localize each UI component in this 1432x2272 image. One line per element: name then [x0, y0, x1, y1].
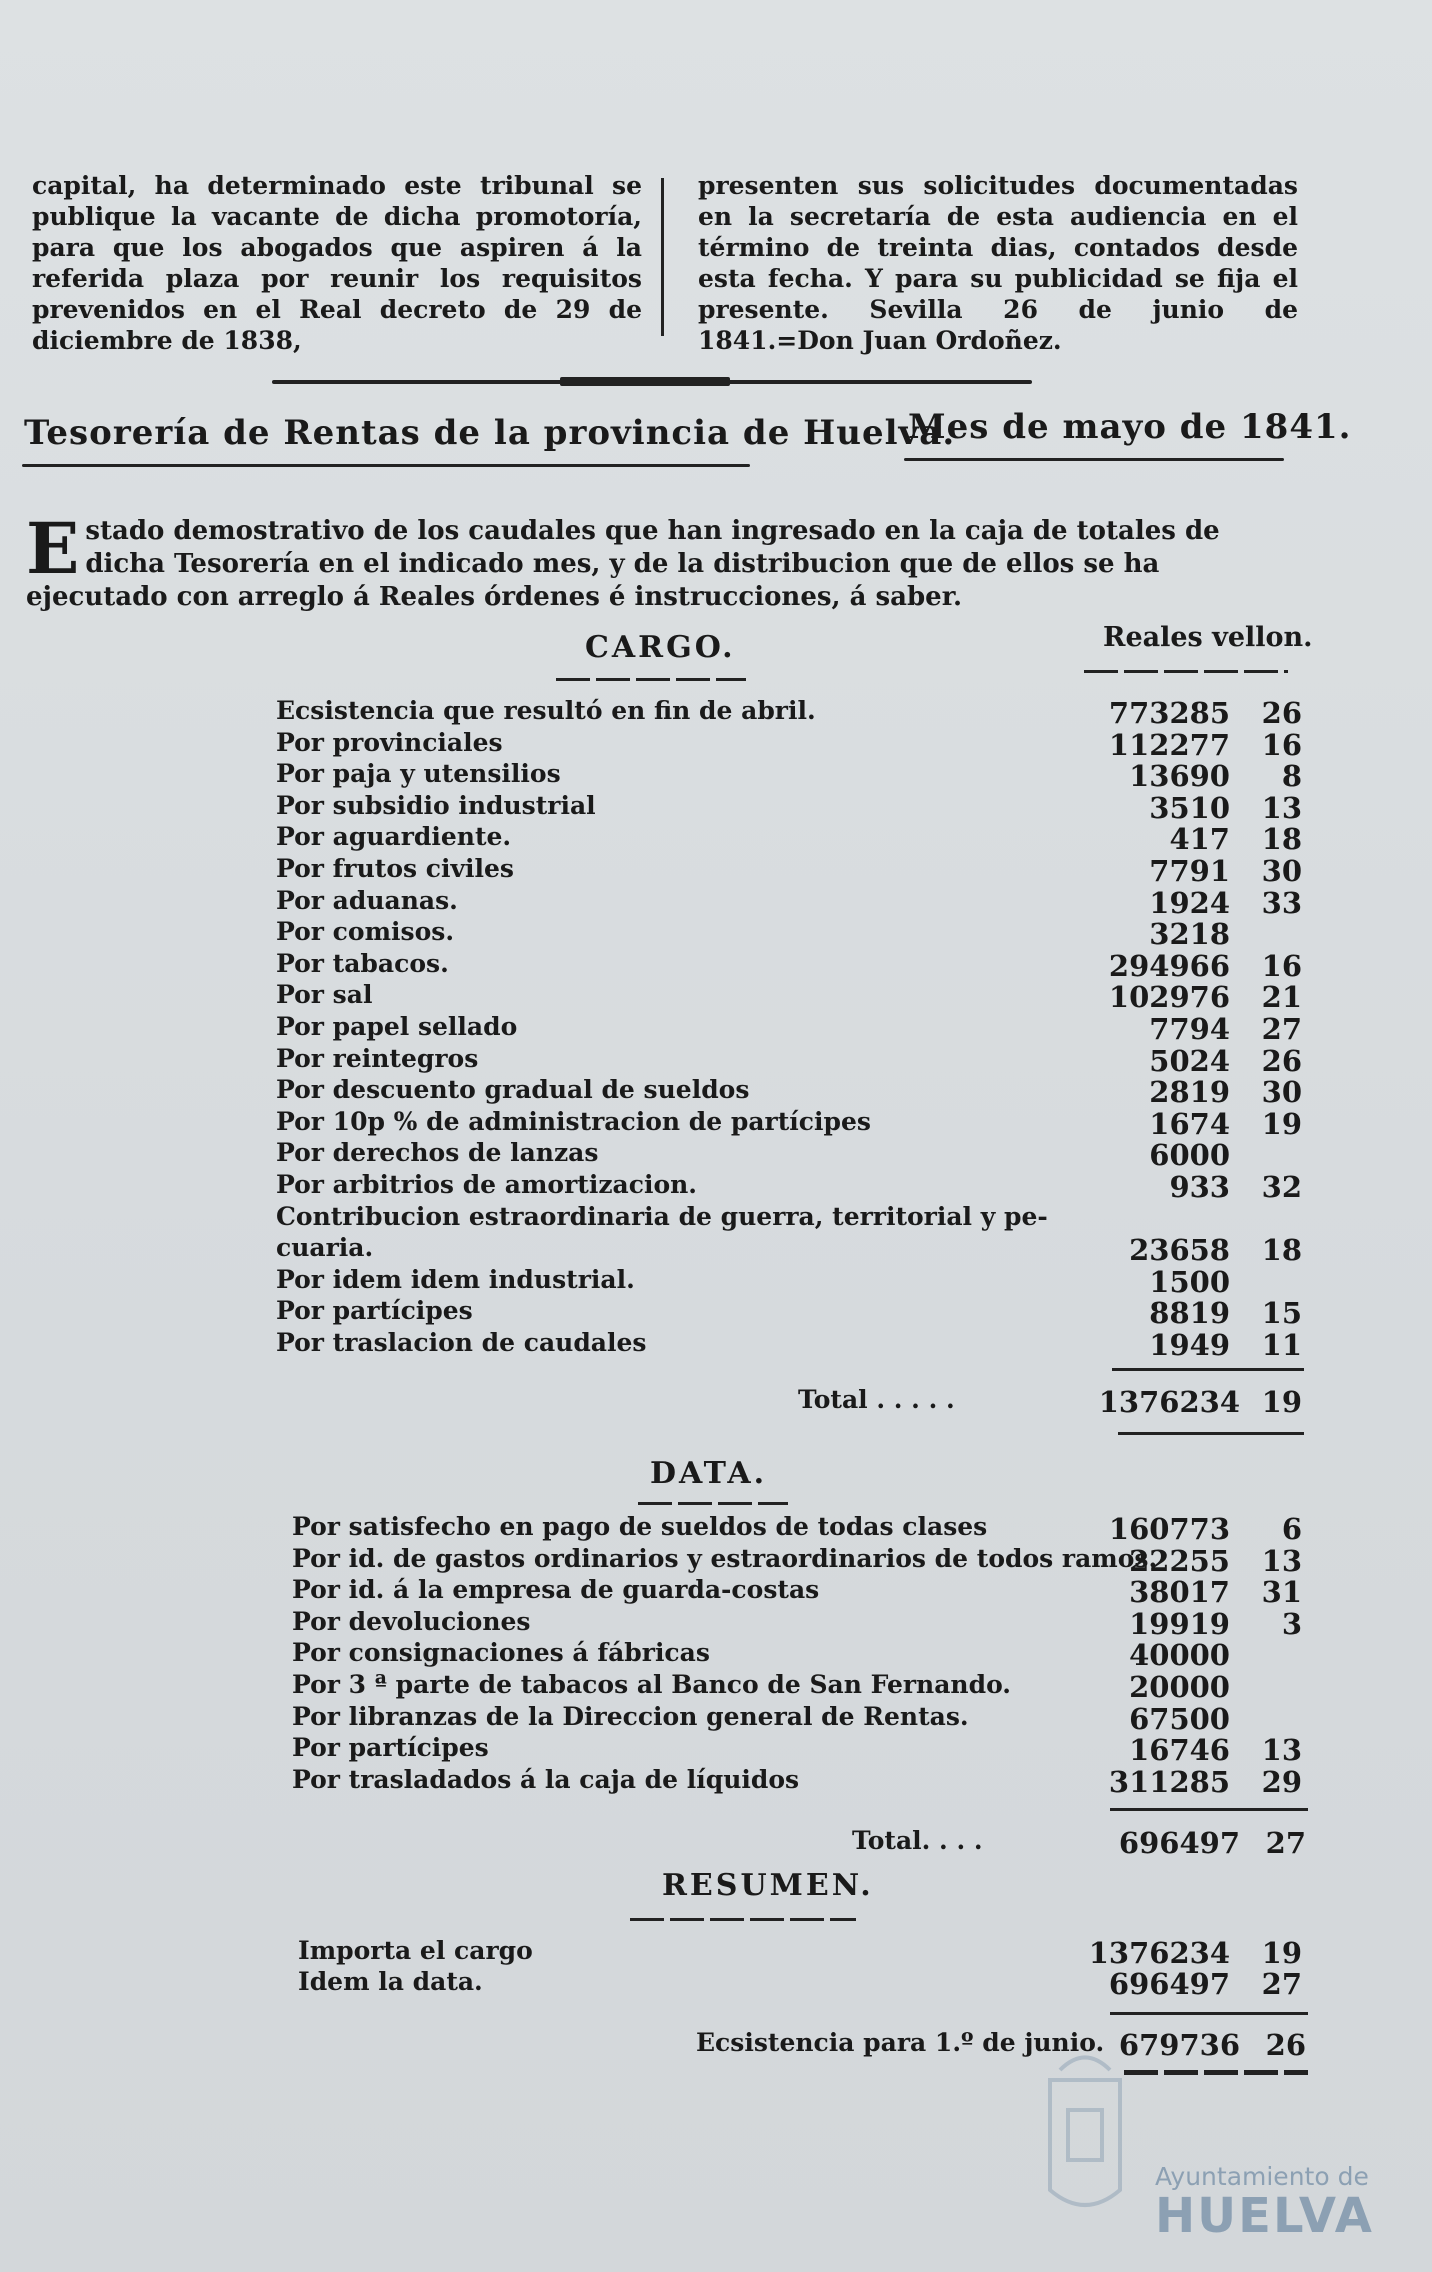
data-amount: 160773	[1108, 1512, 1230, 1546]
resumen-amount: 696497	[1108, 1967, 1230, 2001]
cargo-label: Por comisos.	[276, 917, 455, 947]
cargo-row	[0, 696, 1432, 728]
header-underline-right	[904, 458, 1284, 461]
data-label: Por satisfecho en pago de sueldos de todas clases	[292, 1512, 988, 1541]
resumen-rule	[1110, 2012, 1308, 2015]
data-amount: 22255	[1129, 1543, 1230, 1578]
cargo-amount: 5024	[1149, 1043, 1230, 1078]
cargo-row	[0, 791, 1432, 823]
cargo-cents: 33	[1261, 885, 1302, 920]
cargo-label: Contribucion estraordinaria de guerra, territorial y pe-	[276, 1201, 1048, 1231]
cargo-label: Por derechos de lanzas	[276, 1138, 599, 1168]
data-cents: 31	[1261, 1575, 1302, 1610]
cargo-row	[0, 759, 1432, 794]
resumen-label: Idem la data.	[298, 1967, 483, 1996]
cargo-total-cents: 19	[1261, 1385, 1302, 1419]
resumen-row	[0, 1936, 1432, 1968]
cargo-label: Por frutos civiles	[276, 854, 515, 883]
cargo-row	[0, 1328, 1432, 1360]
cargo-row	[0, 886, 1432, 918]
resumen-label: Importa el cargo	[298, 1936, 533, 1965]
cargo-cents: 11	[1261, 1328, 1302, 1362]
cargo-label: Por aduanas.	[276, 885, 458, 915]
data-title: DATA.	[650, 1456, 768, 1491]
data-row	[0, 1638, 1432, 1673]
cargo-label: Por subsidio industrial	[276, 790, 596, 820]
data-label: Por id. de gastos ordinarios y estraordinarios de todos ramos.	[292, 1543, 1158, 1573]
data-row	[0, 1512, 1432, 1544]
data-label: Por id. á la empresa de guarda-costas	[292, 1575, 820, 1605]
cargo-amount: 1500	[1149, 1264, 1230, 1299]
data-label: Por consignaciones á fábricas	[292, 1638, 710, 1668]
cargo-cents: 16	[1261, 727, 1302, 762]
data-total-row	[0, 1826, 1432, 1858]
cargo-row	[0, 1296, 1432, 1331]
intro-text: stado demostrativo de los caudales que han ingresado en la caja de totales de dicha Tesorería en el indicado mes, y de la distribucion que de ellos se ha ejecutado con arreglo á Reales órdenes é instrucciones, á saber.	[26, 516, 1220, 612]
cargo-total-label: Total . . . . .	[798, 1385, 955, 1414]
data-row	[0, 1575, 1432, 1610]
data-title-rule	[638, 1502, 788, 1505]
data-cents: 3	[1281, 1606, 1302, 1641]
cargo-label: Por descuento gradual de sueldos	[276, 1075, 750, 1105]
month-header: Mes de mayo de 1841.	[908, 407, 1352, 447]
cargo-cents: 8	[1281, 759, 1302, 794]
cargo-cents: 19	[1261, 1106, 1302, 1141]
data-label: Por devoluciones	[292, 1606, 531, 1636]
cargo-cents: 18	[1261, 1233, 1302, 1268]
resumen-cents: 27	[1261, 1967, 1302, 2001]
cargo-row	[0, 980, 1432, 1015]
data-label: Por partícipes	[292, 1733, 489, 1763]
cargo-amount: 112277	[1108, 727, 1230, 762]
cargo-label: Ecsistencia que resultó en fin de abril.	[276, 696, 816, 725]
cargo-row	[0, 728, 1432, 760]
column-divider	[661, 178, 664, 336]
cargo-amount: 1924	[1149, 885, 1230, 920]
watermark-line-1: Ayuntamiento de	[1155, 2162, 1369, 2191]
ecsistencia-amount: 679736	[1118, 2028, 1240, 2062]
cargo-row	[0, 1107, 1432, 1139]
cargo-row	[0, 1075, 1432, 1110]
cargo-title-rule	[556, 678, 746, 681]
data-row	[0, 1544, 1432, 1576]
cargo-cents: 21	[1261, 980, 1302, 1015]
data-cents: 29	[1261, 1764, 1302, 1799]
cargo-total-row	[0, 1385, 1432, 1417]
cargo-amount: 294966	[1108, 948, 1230, 983]
cargo-row	[0, 854, 1432, 886]
cargo-amount: 1949	[1149, 1328, 1230, 1362]
cargo-cents: 16	[1261, 948, 1302, 983]
cargo-row	[0, 822, 1432, 857]
cargo-amount: 8819	[1149, 1296, 1230, 1331]
data-cents: 13	[1261, 1543, 1302, 1578]
watermark-line-2: HUELVA	[1155, 2188, 1374, 2244]
data-amount: 20000	[1129, 1670, 1230, 1704]
data-label: Por trasladados á la caja de líquidos	[292, 1764, 800, 1794]
cargo-amount: 2819	[1149, 1075, 1230, 1110]
cargo-label: Por tabacos.	[276, 948, 449, 978]
cargo-row	[0, 917, 1432, 952]
data-row	[0, 1670, 1432, 1702]
cargo-cents: 32	[1261, 1170, 1302, 1204]
cargo-label: Por sal	[276, 980, 373, 1010]
data-row	[0, 1702, 1432, 1734]
data-amount: 40000	[1129, 1638, 1230, 1673]
cargo-cents: 15	[1261, 1296, 1302, 1331]
cargo-amount: 3510	[1149, 790, 1230, 825]
header-underline-left	[22, 464, 750, 467]
cargo-label: Por provinciales	[276, 727, 503, 757]
top-right-paragraph: presenten sus solicitudes documentadas en la secretaría de esta audiencia en el término de treinta dias, contados desde esta fecha. Y para su publicidad se fija el presente. Sevilla 26 de junio de 1841.=Don Juan Ordoñez.	[698, 171, 1298, 355]
data-cents: 13	[1261, 1733, 1302, 1768]
data-total-amount: 696497	[1118, 1826, 1240, 1860]
data-total-label: Total. . . .	[852, 1826, 983, 1855]
cargo-cents: 27	[1261, 1012, 1302, 1046]
cargo-total-rule-bottom	[1118, 1432, 1304, 1435]
cargo-row	[0, 1170, 1432, 1202]
cargo-cents: 30	[1261, 1075, 1302, 1110]
cargo-label: Por partícipes	[276, 1296, 473, 1326]
data-row	[0, 1733, 1432, 1768]
cargo-amount: 102976	[1108, 980, 1230, 1015]
drop-cap: E	[26, 507, 80, 590]
cargo-label: Por paja y utensilios	[276, 759, 561, 789]
cargo-cents: 13	[1261, 790, 1302, 825]
cargo-total-amount: 1376234	[1098, 1385, 1240, 1419]
cargo-label: Por papel sellado	[276, 1012, 518, 1041]
cargo-cents: 26	[1261, 696, 1302, 730]
cargo-label: Por 10p % de administracion de partícipes	[276, 1106, 871, 1136]
cargo-amount: 417	[1169, 822, 1230, 857]
cargo-label: Por aguardiente.	[276, 822, 512, 852]
cargo-row	[0, 1233, 1432, 1268]
cargo-label: Por traslacion de caudales	[276, 1328, 647, 1357]
cargo-label: cuaria.	[276, 1233, 374, 1263]
data-cents: 6	[1281, 1512, 1302, 1546]
cargo-amount: 6000	[1149, 1138, 1230, 1173]
data-label: Por libranzas de la Direccion general de Rentas.	[292, 1701, 969, 1731]
cargo-row	[0, 1044, 1432, 1076]
cargo-row	[0, 1012, 1432, 1044]
cargo-label: Por reintegros	[276, 1043, 479, 1073]
cargo-row	[0, 949, 1432, 981]
intro-paragraph	[26, 507, 1302, 614]
cargo-cents: 18	[1261, 822, 1302, 857]
data-total-cents: 27	[1265, 1826, 1306, 1860]
reales-vellon-label: Reales vellon.	[1103, 622, 1313, 653]
cargo-amount: 13690	[1129, 759, 1230, 794]
top-left-paragraph: capital, ha determinado este tribunal se publique la vacante de dicha promotoría, para que los abogados que aspiren á la referida plaza por reunir los requisitos prevenidos en el Real decreto de 29 de diciembre de 1838,	[32, 171, 642, 355]
cargo-amount: 23658	[1129, 1233, 1230, 1268]
cargo-row	[0, 1138, 1432, 1173]
cargo-amount: 933	[1169, 1170, 1230, 1204]
cargo-total-rule-top	[1112, 1368, 1304, 1371]
data-total-rule-top	[1110, 1808, 1308, 1811]
data-amount: 67500	[1129, 1701, 1230, 1736]
cargo-label: Por idem idem industrial.	[276, 1264, 635, 1294]
resumen-cents: 19	[1261, 1936, 1302, 1970]
data-amount: 38017	[1129, 1575, 1230, 1610]
ecsistencia-label: Ecsistencia para 1.º de junio.	[696, 2028, 1105, 2057]
treasury-header: Tesorería de Rentas de la provincia de Huelva.	[24, 413, 956, 453]
cargo-amount: 1674	[1149, 1106, 1230, 1141]
data-amount: 19919	[1129, 1606, 1230, 1641]
data-amount: 311285	[1108, 1764, 1230, 1799]
cargo-amount: 773285	[1108, 696, 1230, 730]
data-amount: 16746	[1129, 1733, 1230, 1768]
data-row	[0, 1607, 1432, 1639]
resumen-amount: 1376234	[1088, 1936, 1230, 1970]
cargo-title: CARGO.	[585, 630, 736, 665]
data-row	[0, 1765, 1432, 1797]
cargo-amount: 7794	[1149, 1012, 1230, 1046]
resumen-row	[0, 1967, 1432, 1999]
ornamental-rule-thick	[560, 377, 730, 386]
cargo-row	[0, 1202, 1432, 1234]
cargo-amount: 3218	[1149, 917, 1230, 952]
reales-rule	[1084, 670, 1288, 673]
cargo-cents: 30	[1261, 854, 1302, 888]
cargo-amount: 7791	[1149, 854, 1230, 888]
resumen-title-rule	[630, 1918, 856, 1921]
ecsistencia-cents: 26	[1265, 2028, 1306, 2062]
cargo-cents: 26	[1261, 1043, 1302, 1078]
data-label: Por 3 ª parte de tabacos al Banco de San Fernando.	[292, 1670, 1012, 1699]
resumen-title: RESUMEN.	[662, 1868, 874, 1903]
cargo-label: Por arbitrios de amortizacion.	[276, 1170, 697, 1199]
cargo-row	[0, 1265, 1432, 1297]
